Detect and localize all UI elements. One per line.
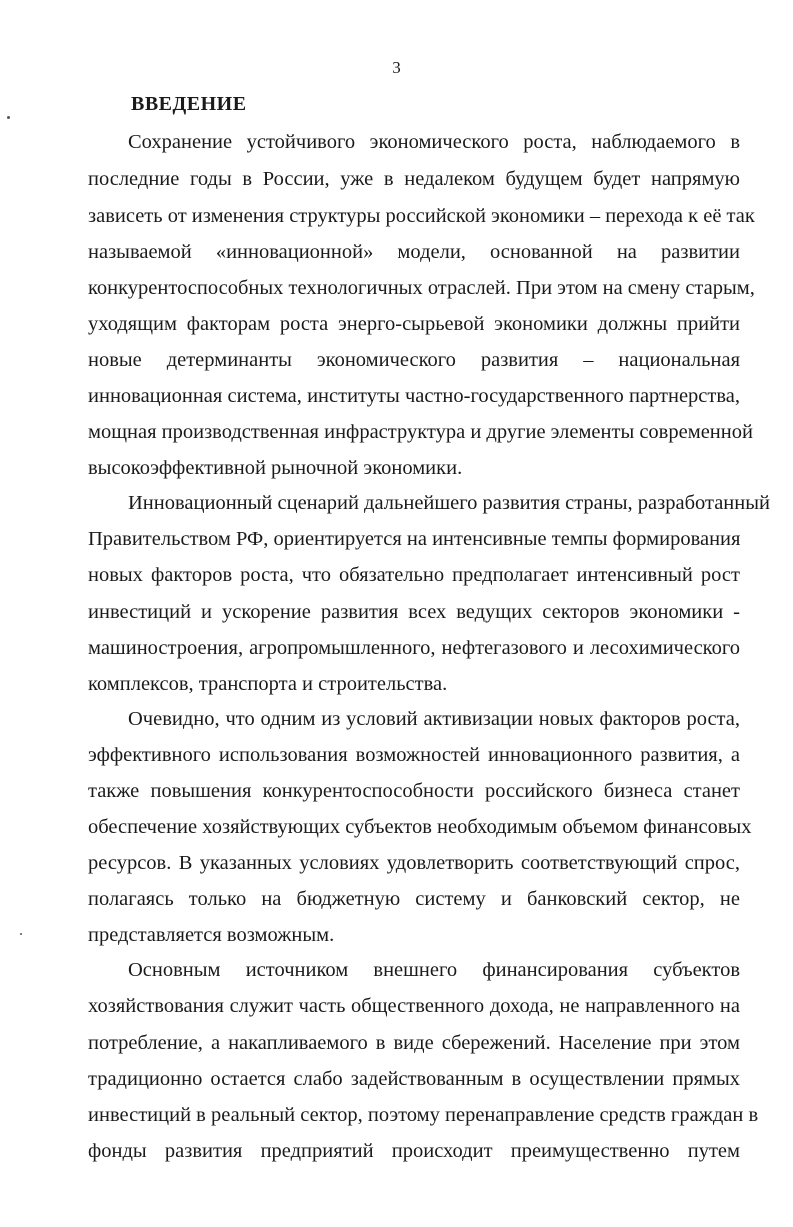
text-line: последние годы в России, уже в недалеком будущем будет напрямую — [88, 168, 740, 190]
text-line: новых факторов роста, что обязательно предполагает интенсивный рост — [88, 564, 740, 586]
text-line: традиционно остается слабо задействованным в осуществлении прямых — [88, 1068, 740, 1090]
text-line: инновационная система, институты частно-государственного партнерства, — [88, 385, 740, 407]
text-line: Основным источником внешнего финансирования субъектов — [128, 959, 740, 981]
text-line: хозяйствования служит часть общественного дохода, не направленного на — [88, 995, 740, 1017]
text-line: представляется возможным. — [88, 924, 335, 946]
text-line: также повышения конкурентоспособности российского бизнеса станет — [88, 780, 740, 802]
text-line: высокоэффективной рыночной экономики. — [88, 457, 463, 479]
text-line: комплексов, транспорта и строительства. — [88, 673, 448, 695]
text-line: уходящим факторам роста энерго-сырьевой экономики должны прийти — [88, 313, 740, 335]
text-line: инвестиций и ускорение развития всех ведущих секторов экономики - — [88, 601, 740, 623]
text-line: потребление, а накапливаемого в виде сбережений. Население при этом — [88, 1032, 740, 1054]
text-line: мощная производственная инфраструктура и другие элементы современной — [88, 421, 753, 443]
text-line: ресурсов. В указанных условиях удовлетворить соответствующий спрос, — [88, 852, 740, 874]
text-line: полагаясь только на бюджетную систему и банковский сектор, не — [88, 888, 740, 910]
text-line: называемой «инновационной» модели, основанной на развитии — [88, 241, 740, 263]
text-line: фонды развития предприятий происходит преимущественно путем — [88, 1140, 740, 1162]
text-line: Правительством РФ, ориентируется на интенсивные темпы формирования — [88, 528, 741, 550]
text-line: конкурентоспособных технологичных отраслей. При этом на смену старым, — [88, 277, 755, 299]
text-line: зависеть от изменения структуры российской экономики – перехода к её так — [88, 205, 755, 227]
text-line: инвестиций в реальный сектор, поэтому перенаправление средств граждан в — [88, 1104, 759, 1126]
scan-speck — [7, 116, 10, 119]
text-line: новые детерминанты экономического развития – национальная — [88, 349, 740, 371]
text-line: Инновационный сценарий дальнейшего развития страны, разработанный — [128, 492, 770, 514]
page-number: 3 — [392, 58, 401, 77]
text-line: Очевидно, что одним из условий активизации новых факторов роста, — [128, 708, 740, 730]
scan-speck — [20, 933, 22, 935]
text-line: машиностроения, агропромышленного, нефтегазового и лесохимического — [88, 637, 740, 659]
text-line: Сохранение устойчивого экономического роста, наблюдаемого в — [128, 131, 740, 153]
text-line: обеспечение хозяйствующих субъектов необходимым объемом финансовых — [88, 816, 752, 838]
section-heading: ВВЕДЕНИЕ — [131, 93, 247, 115]
text-line: эффективного использования возможностей инновационного развития, а — [88, 744, 740, 766]
